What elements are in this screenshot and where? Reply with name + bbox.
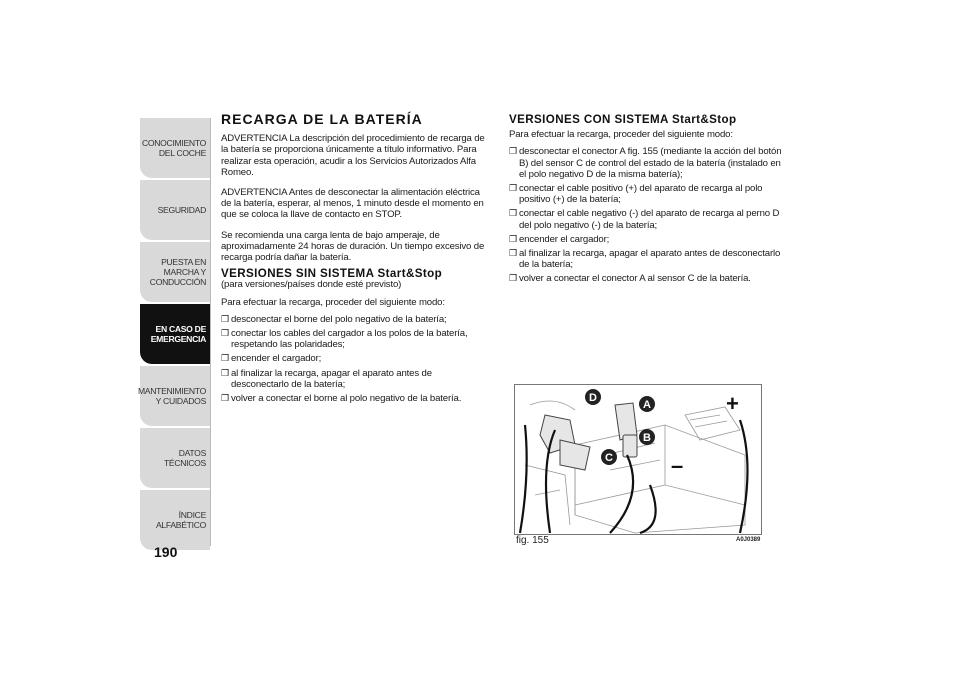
list-item: ❒ conectar los cables del cargador a los polos de la batería, respetando las polaridades;: [221, 328, 468, 351]
procedure-list-right: [509, 146, 785, 284]
checkbox-bullet-icon: ❒: [509, 248, 517, 259]
checkbox-bullet-icon: ❒: [509, 208, 517, 219]
minus-sign-icon: –: [671, 453, 684, 478]
list-item: ❒ desconectar el conector A fig. 155 (mediante la acción del botón B) del sensor C de control del estado de la batería (instalado en el polo negativo D de la misma batería);: [509, 146, 782, 180]
svg-text:A: A: [643, 399, 651, 411]
list-item: ❒ desconectar el borne del polo negativo de la batería;: [221, 313, 447, 325]
battery-figure: [514, 384, 762, 535]
checkbox-bullet-icon: ❒: [509, 183, 517, 194]
checkbox-bullet-icon: ❒: [221, 393, 229, 404]
page-number: 190: [154, 544, 178, 560]
callout-c: [601, 449, 617, 465]
list-item: ❒ al finalizar la recarga, apagar el aparato antes de desconectarlo de la batería;: [509, 248, 781, 271]
tab-indice[interactable]: ÍNDICE ALFABÉTICO: [140, 490, 210, 550]
battery-illustration: [515, 385, 761, 534]
checkbox-bullet-icon: ❒: [221, 328, 229, 339]
subtitle-note: (para versiones/países donde esté previsto): [221, 279, 402, 291]
callout-a: [639, 396, 655, 412]
checkbox-bullet-icon: ❒: [221, 367, 229, 378]
right-column: [509, 114, 785, 288]
tab-emergencia[interactable]: EN CASO DE EMERGENCIA: [140, 304, 210, 364]
svg-text:B: B: [643, 432, 651, 444]
figure-caption: fig. 155: [516, 535, 549, 546]
tab-mantenimiento[interactable]: MANTENIMIENTO Y CUIDADOS: [140, 366, 210, 426]
recommendation-paragraph: Se recomienda una carga lenta de bajo amperaje, de aproximadamente 24 horas de duración. Un tiempo excesivo de recarga podría dañar la batería.: [221, 229, 485, 264]
callout-d: [585, 389, 601, 405]
checkbox-bullet-icon: ❒: [509, 146, 517, 157]
section-title: RECARGA DE LA BATERÍA: [221, 111, 423, 127]
list-item: ❒ al finalizar la recarga, apagar el aparato antes de desconectarlo de la batería;: [221, 367, 432, 390]
callout-b: [639, 429, 655, 445]
list-item: ❒ conectar el cable positivo (+) del aparato de recarga al polo positivo (+) de la batería;: [509, 183, 763, 206]
procedure-intro: Para efectuar la recarga, proceder del siguiente modo:: [221, 296, 445, 308]
plus-sign-icon: +: [726, 391, 739, 416]
list-item: ❒ encender el cargador;: [221, 353, 322, 365]
svg-text:C: C: [605, 452, 613, 464]
sidebar-divider: [210, 118, 211, 546]
warning-paragraph-2: ADVERTENCIA Antes de desconectar la alimentación eléctrica de la batería, esperar, al menos, 1 minuto desde el momento en que se coloca la llave de contacto en STOP.: [221, 187, 484, 221]
figure-code: A0J0389: [736, 537, 761, 543]
list-item: ❒ volver a conectar el conector A al sensor C de la batería.: [509, 273, 751, 285]
subtitle-con-start-stop: VERSIONES CON SISTEMA Start&Stop: [509, 113, 737, 126]
procedure-list-left: [221, 314, 489, 404]
list-item: ❒ encender el cargador;: [509, 233, 610, 245]
tab-datos-tecnicos[interactable]: DATOS TÉCNICOS: [140, 428, 210, 488]
procedure-intro-right: Para efectuar la recarga, proceder del siguiente modo:: [509, 129, 733, 141]
left-column: [221, 111, 489, 407]
checkbox-bullet-icon: ❒: [509, 273, 517, 284]
checkbox-bullet-icon: ❒: [221, 313, 229, 324]
subtitle-sin-start-stop: VERSIONES SIN SISTEMA Start&Stop: [221, 267, 443, 281]
tab-conocimiento[interactable]: CONOCIMIENTO DEL COCHE: [140, 118, 210, 178]
checkbox-bullet-icon: ❒: [221, 353, 229, 364]
svg-text:D: D: [589, 392, 597, 404]
warning-paragraph-1: ADVERTENCIA La descripción del procedimiento de recarga de la batería se proporciona únicamente a título informativo. Para realizar esta operación, acudir a los Servicios Autorizados Alfa Romeo.: [221, 133, 485, 178]
list-item: ❒ volver a conectar el borne al polo negativo de la batería.: [221, 393, 462, 405]
tab-puesta-en-marcha[interactable]: PUESTA EN MARCHA Y CONDUCCIÓN: [140, 242, 210, 302]
checkbox-bullet-icon: ❒: [509, 233, 517, 244]
tab-seguridad[interactable]: SEGURIDAD: [140, 180, 210, 240]
list-item: ❒ conectar el cable negativo (-) del aparato de recarga al perno D del polo negativo (-) de la batería;: [509, 208, 780, 231]
